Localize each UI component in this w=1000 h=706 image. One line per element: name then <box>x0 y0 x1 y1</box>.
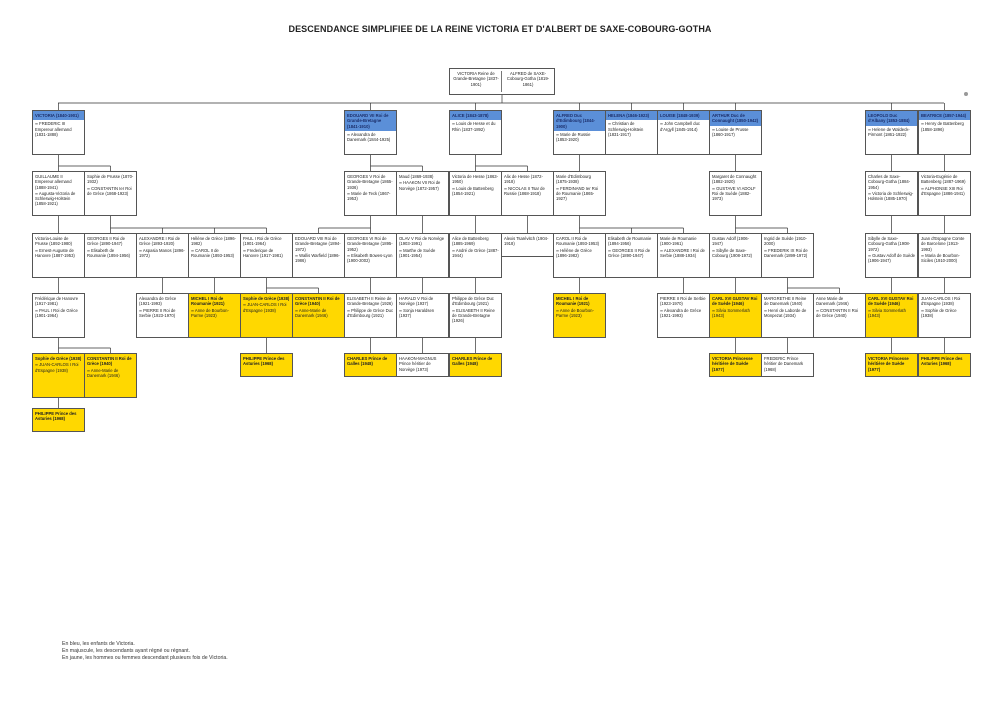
person-name: VICTORIA Princesse héritière de Suède (1977) <box>712 356 753 372</box>
person-name: Victoria-Eugénie de Battenberg (1887-1969) <box>921 174 966 185</box>
spouse-name: ∞ GEORGES II Roi de Grèce (1890-1947) <box>608 247 651 258</box>
person-box-frederique <box>32 293 85 338</box>
person-name: FREDERIC Prince héritier de Danemark (1968) <box>764 356 804 372</box>
root-albert: ALFRED de SAXE-Cobourg-Gotha (1819-1861) <box>506 71 550 87</box>
person-name: CARL XVI GUSTAV Roi de Suède (1946) <box>868 296 914 307</box>
person-name: Sophie de Prusse (1870-1932) <box>87 174 134 185</box>
spouse-name: ∞ ALEXANDRE I Roi de Serbie (1888-1934) <box>660 247 705 258</box>
person-box-sibylle <box>865 233 918 278</box>
person-name: LOUISE (1848-1939) <box>658 111 709 120</box>
spouse-name: ∞ Christian de Schleswig-Holstein (1831-1917) <box>608 121 644 137</box>
person-box-philippe-e <box>449 293 502 338</box>
spouse-name: ∞ JUAN-CARLOS I Roi d'Espagne (1938) <box>35 362 79 373</box>
spouse-name: ∞ Helene de Waldeck-Pirmont (1861-1922) <box>868 126 910 137</box>
person-box-victoria-eug <box>918 171 971 216</box>
spouse-name: ∞ Alexandra de Danemark (1844-1925) <box>347 131 391 142</box>
person-name: LEOPOLD Duc d'Albany (1853-1884) <box>866 111 917 126</box>
spouse-name: ∞ CAROL II de Roumanie (1893-1953) <box>191 247 235 258</box>
spouse-name: ∞ Victoria de Schleswig-Holstein (1885-1970) <box>868 190 914 201</box>
spouse-name: ∞ PIERRE II Roi de Serbie (1923-1970) <box>139 307 176 318</box>
person-name: Sophie de Grèce (1938) <box>35 356 82 361</box>
spouse-name: ∞ Silvia Sommerlath (1943) <box>712 307 750 318</box>
spouse-name: ∞ Philippe de Grèce Duc d'Edimbourg (1921) <box>347 307 394 318</box>
person-name: MICHEL I Roi de Roumanie (1921) <box>191 296 225 307</box>
spouse-name: ∞ GUSTAVE VI ADOLF Roi de Suède (1882-1973) <box>712 185 756 201</box>
spouse-name: ∞ Hélène de Grèce (1896-1982) <box>556 247 592 258</box>
root-victoria: VICTORIA Reine de Grande-Bretagne (1837-1901) <box>452 71 502 92</box>
person-name: Philippe de Grèce Duc d'Edimbourg (1921) <box>452 296 494 307</box>
spouse-name: ∞ ALPHONSE XIII Roi d'Espagne (1886-1941) <box>921 185 965 196</box>
person-name: Maud (1869-1938) <box>399 174 434 179</box>
spouse-name: ∞ Anne-Marie de Danemark (1946) <box>87 367 120 378</box>
person-name: PIERRE II Roi de Serbie (1923-1970) <box>660 296 706 307</box>
person-box-gustav-adolf <box>709 233 762 278</box>
person-box-paul1 <box>240 233 293 278</box>
person-box-alexandre1 <box>136 233 189 278</box>
person-box-philippe-a1 <box>240 353 293 377</box>
person-name: CHARLES Prince de Galles (1948) <box>347 356 388 367</box>
person-name: Anne Marie de Danemark (1946) <box>816 296 849 307</box>
person-box-philippe-a2 <box>918 353 971 377</box>
spouse-name: ∞ Silvia Sommerlath (1943) <box>868 307 906 318</box>
person-box-frederic <box>761 353 814 377</box>
person-box-edouard7 <box>344 110 397 155</box>
person-name: ARTHUR Duc de Connaught (1850-1942) <box>710 111 761 126</box>
person-name: Charles de Saxe-Cobourg-Gotha (1884-1954) <box>868 174 911 190</box>
spouse-name: ∞ Frederique de Hanovre (1917-1981) <box>243 247 283 258</box>
person-box-harald5 <box>396 293 449 338</box>
person-name: Alix de Hesse (1872-1918) <box>504 174 543 185</box>
person-name: PHILIPPE Prince des Asturies (1968) <box>243 356 285 367</box>
person-name: Victoria de Hesse (1863-1950) <box>452 174 499 185</box>
spouse-name: ∞ Augusta-Victoria de Schleswig-Holstein (1858-1921) <box>35 190 76 207</box>
person-box-carol2 <box>553 233 606 278</box>
person-box-alfred <box>553 110 606 155</box>
person-box-georges2 <box>84 233 137 278</box>
spouse-name: ∞ Sibylle de Saxe-Cobourg (1908-1972) <box>712 247 753 258</box>
person-name: Alexis Tsarévitch (1904-1918) <box>504 236 549 247</box>
person-name: VICTORIA Princesse héritière de Suède (1977) <box>868 356 909 372</box>
spouse-name: ∞ Sonja Haraldsen (1937) <box>399 307 435 318</box>
legend <box>62 641 228 662</box>
person-box-maud <box>396 171 449 216</box>
spouse-name: ∞ JUAN-CARLOS I Roi d'Espagne (1938) <box>243 302 287 313</box>
person-name: GUILLAUME II Empereur allemand (1888-1941) <box>35 174 72 190</box>
person-name: PHILIPPE Prince des Asturies (1968) <box>921 356 963 367</box>
person-box-olav5 <box>396 233 449 278</box>
person-box-alix <box>501 171 554 216</box>
person-name: EDOUARD VII Roi de Grande-Bretagne (1841-1910) <box>345 111 396 131</box>
person-name: HELENA (1846-1923) <box>606 111 657 120</box>
spouse-name: ∞ Elisabeth Bowes-Lyon (1900-2002) <box>347 252 393 263</box>
spouse-name: ∞ CONSTANTIN II Roi de Grèce (1940) <box>816 307 858 318</box>
spouse-name: ∞ Louise de Prusse (1860-1917) <box>712 126 749 137</box>
person-name: BEATRICE (1857-1944) <box>919 111 970 120</box>
spouse-name: ∞ Gustav Adolf de Suède (1906-1947) <box>868 252 915 263</box>
person-name: Hélène de Grèce (1896-1982) <box>191 236 236 247</box>
person-name: VICTORIA (1840-1901) <box>33 111 84 120</box>
person-name: MARGRETHE II Reine de Danemark (1940) <box>764 296 807 307</box>
spouse-name: ∞ Wallis Warfield (1896-1986) <box>295 252 340 263</box>
spouse-name: ∞ PAUL I Roi de Grèce (1901-1964) <box>35 307 78 318</box>
person-box-edouard8 <box>292 233 345 278</box>
person-name: OLAV V Roi de Norvège (1903-1991) <box>399 236 445 247</box>
spouse-name: ∞ Henry de Battenberg (1858-1896) <box>921 121 964 132</box>
person-name: PAUL I Roi de Grèce (1901-1964) <box>243 236 282 247</box>
person-box-anne-marie <box>813 293 866 338</box>
legend-line-blue: En bleu, les enfants de Victoria. <box>62 641 135 647</box>
person-name: Margaret de Connaught (1882-1920) <box>712 174 757 185</box>
spouse-name: ∞ Anne-Marie de Danemark (1946) <box>295 307 328 318</box>
person-name: Alice de Battenberg (1885-1969) <box>452 236 489 247</box>
person-name: Elisabeth de Roumanie (1894-1956) <box>608 236 652 247</box>
person-name: HAAKON-MAGNUS Prince héritier de Norvège (1973) <box>399 356 437 372</box>
person-box-michel1-b <box>553 293 606 338</box>
root-couple-box <box>449 68 555 95</box>
person-name: HARALD V Roi de Norvège (1937) <box>399 296 434 307</box>
spouse-name: ∞ Anne de Bourbon-Parme (1923) <box>191 307 229 318</box>
spouse-name: ∞ Ernest-Auguste de Hanovre (1887-1953) <box>35 247 75 258</box>
person-box-elisabeth-r <box>605 233 658 278</box>
person-box-philippe-a3 <box>32 408 85 432</box>
person-name: Marie d'Edimbourg (1875-1938) <box>556 174 592 185</box>
person-box-alice-b <box>449 233 502 278</box>
diagram-title: DESCENDANCE SIMPLIFIEE DE LA REINE VICTORIA ET D'ALBERT DE SAXE-COBOURG-GOTHA <box>288 24 712 34</box>
person-name: Sophie de Grèce (1938) <box>243 296 290 301</box>
spouse-name: ∞ CONSTANTIN Ier Roi de Grèce (1868-1923) <box>87 185 132 196</box>
person-box-sophie-g1 <box>240 293 293 338</box>
spouse-name: ∞ ELISABETH II Reine de Grande-Bretagne (1926) <box>452 307 495 323</box>
person-box-carl16-b <box>865 293 918 338</box>
spouse-name: ∞ FREDERIC III Empereur allemand (1831-1888) <box>35 121 72 137</box>
person-box-constantin2-b <box>84 353 137 398</box>
person-name: GEORGES V Roi de Grande-Bretagne (1865-1936) <box>347 174 393 190</box>
person-box-margaret <box>709 171 762 216</box>
legend-line-caps: En majuscule, les descendants ayant régné ou régnant. <box>62 648 191 655</box>
person-name: CHARLES Prince de Galles (1948) <box>452 356 493 367</box>
person-box-haakon <box>396 353 449 377</box>
person-box-alice <box>449 110 502 155</box>
person-box-beatrice <box>918 110 971 155</box>
spouse-name: ∞ Marthe de Suède (1901-1954) <box>399 247 436 258</box>
decorative-dot <box>964 92 968 96</box>
person-box-margrethe2 <box>761 293 814 338</box>
person-box-leopold <box>865 110 918 155</box>
person-name: ALFRED Duc d'Edimbourg (1844-1900) <box>554 111 605 131</box>
spouse-name: ∞ André de Grèce (1887-1944) <box>452 247 499 258</box>
person-box-helene-g <box>188 233 241 278</box>
person-box-juan-carlos <box>918 293 971 338</box>
person-box-carl16-a <box>709 293 762 338</box>
spouse-name: ∞ Elisabeth de Roumanie (1894-1956) <box>87 247 131 258</box>
person-name: CAROL II Roi de Roumanie (1893-1953) <box>556 236 600 247</box>
person-box-guillaume2 <box>32 171 85 216</box>
spouse-name: ∞ Aspasia Manos (1896-1972) <box>139 247 185 258</box>
person-box-sophie-g2 <box>32 353 85 398</box>
person-name: CARL XVI GUSTAV Roi de Suède (1946) <box>712 296 758 307</box>
person-box-alexis <box>501 233 554 257</box>
person-name: ELISABETH II Reine de Grande-Bretagne (1926) <box>347 296 393 307</box>
spouse-name: ∞ Marie de Teck (1867-1953) <box>347 190 391 201</box>
person-box-constantin2-a <box>292 293 345 338</box>
person-box-pierre2 <box>657 293 710 338</box>
person-name: Victoria-Louise de Prusse (1892-1980) <box>35 236 73 247</box>
person-box-victoria-h <box>449 171 502 216</box>
person-box-marie-r <box>657 233 710 278</box>
spouse-name: ∞ Alexandra de Grèce (1921-1993) <box>660 307 702 318</box>
person-box-charles-sc <box>865 171 918 216</box>
person-name: Marie de Roumanie (1900-1961) <box>660 236 697 247</box>
spouse-name: ∞ FERDINAND Ier Roi de Roumanie (1865-1927) <box>556 185 599 201</box>
person-box-sophie-pr <box>84 171 137 216</box>
person-name: CONSTANTIN II Roi de Grèce (1940) <box>87 356 132 367</box>
person-box-charles-2 <box>449 353 502 377</box>
person-name: ALICE (1843-1878) <box>450 111 501 120</box>
person-box-juan <box>918 233 971 278</box>
person-name: Alexandra de Grèce (1921-1993) <box>139 296 177 307</box>
person-box-alexandra-g <box>136 293 189 338</box>
person-box-charles-1 <box>344 353 397 377</box>
spouse-name: ∞ HAAKON VII Roi de Norvège (1872-1957) <box>399 180 441 191</box>
spouse-name: ∞ Maria de Bourbon-Siciles (1910-2000) <box>921 252 960 263</box>
person-name: Sibylle de Saxe-Cobourg-Gotha (1908-1972) <box>868 236 911 252</box>
person-box-michel1-a <box>188 293 241 338</box>
person-name: GEORGES II Roi de Grèce (1890-1947) <box>87 236 125 247</box>
person-box-elisabeth2 <box>344 293 397 338</box>
spouse-name: ∞ FREDERIK IX Roi de Danemark (1899-1972) <box>764 247 808 258</box>
spouse-name: ∞ Marie de Russie (1853-1920) <box>556 131 591 142</box>
person-name: CONSTANTIN II Roi de Grèce (1940) <box>295 296 340 307</box>
person-name: GEORGES VI Roi de Grande-Bretagne (1895-1952) <box>347 236 393 252</box>
person-name: Frédérique de Hanovre (1917-1981) <box>35 296 79 307</box>
spouse-name: ∞ Anne de Bourbon-Parme (1923) <box>556 307 594 318</box>
person-name: Ingrid de Suède (1910-2000) <box>764 236 807 247</box>
person-box-georges5 <box>344 171 397 216</box>
legend-line-yellow: En jaune, les hommes ou femmes descendant plusieurs fois de Victoria. <box>62 655 228 662</box>
person-name: JUAN-CARLOS I Roi d'Espagne (1938) <box>921 296 961 307</box>
person-name: Juan d'Espagne Comte de Barcelone (1913-1993) <box>921 236 965 252</box>
person-box-georges6 <box>344 233 397 278</box>
spouse-name: ∞ John Campbell duc d'Argyll (1845-1914) <box>660 121 700 132</box>
person-name: MICHEL I Roi de Roumanie (1921) <box>556 296 590 307</box>
person-name: ALEXANDRE I Roi de Grèce (1893-1920) <box>139 236 180 247</box>
person-box-louise <box>657 110 710 155</box>
person-box-victoria-s2 <box>865 353 918 377</box>
spouse-name: ∞ Sophie de Grèce (1938) <box>921 307 957 318</box>
person-box-marie-ed <box>553 171 606 216</box>
person-name: EDOUARD VIII Roi de Grande-Bretagne (1894-1972) <box>295 236 341 252</box>
person-box-ingrid <box>761 233 814 278</box>
person-box-arthur <box>709 110 762 155</box>
spouse-name: ∞ Louis de Battenberg (1854-1921) <box>452 185 494 196</box>
spouse-name: ∞ Louis de Hesse et du Rhin (1837-1892) <box>452 121 496 132</box>
person-name: PHILIPPE Prince des Asturies (1968) <box>35 411 77 422</box>
spouse-name: ∞ NICOLAS II Tsar de Russie (1868-1918) <box>504 185 545 196</box>
person-name: Gustav Adolf (1906-1947) <box>712 236 750 247</box>
spouse-name: ∞ Henri de Laborde de Monpezat (1934) <box>764 307 807 318</box>
person-box-victoria-c <box>32 110 85 155</box>
person-box-victoria-s1 <box>709 353 762 377</box>
person-box-victoria-louise <box>32 233 85 278</box>
person-box-helena <box>605 110 658 155</box>
